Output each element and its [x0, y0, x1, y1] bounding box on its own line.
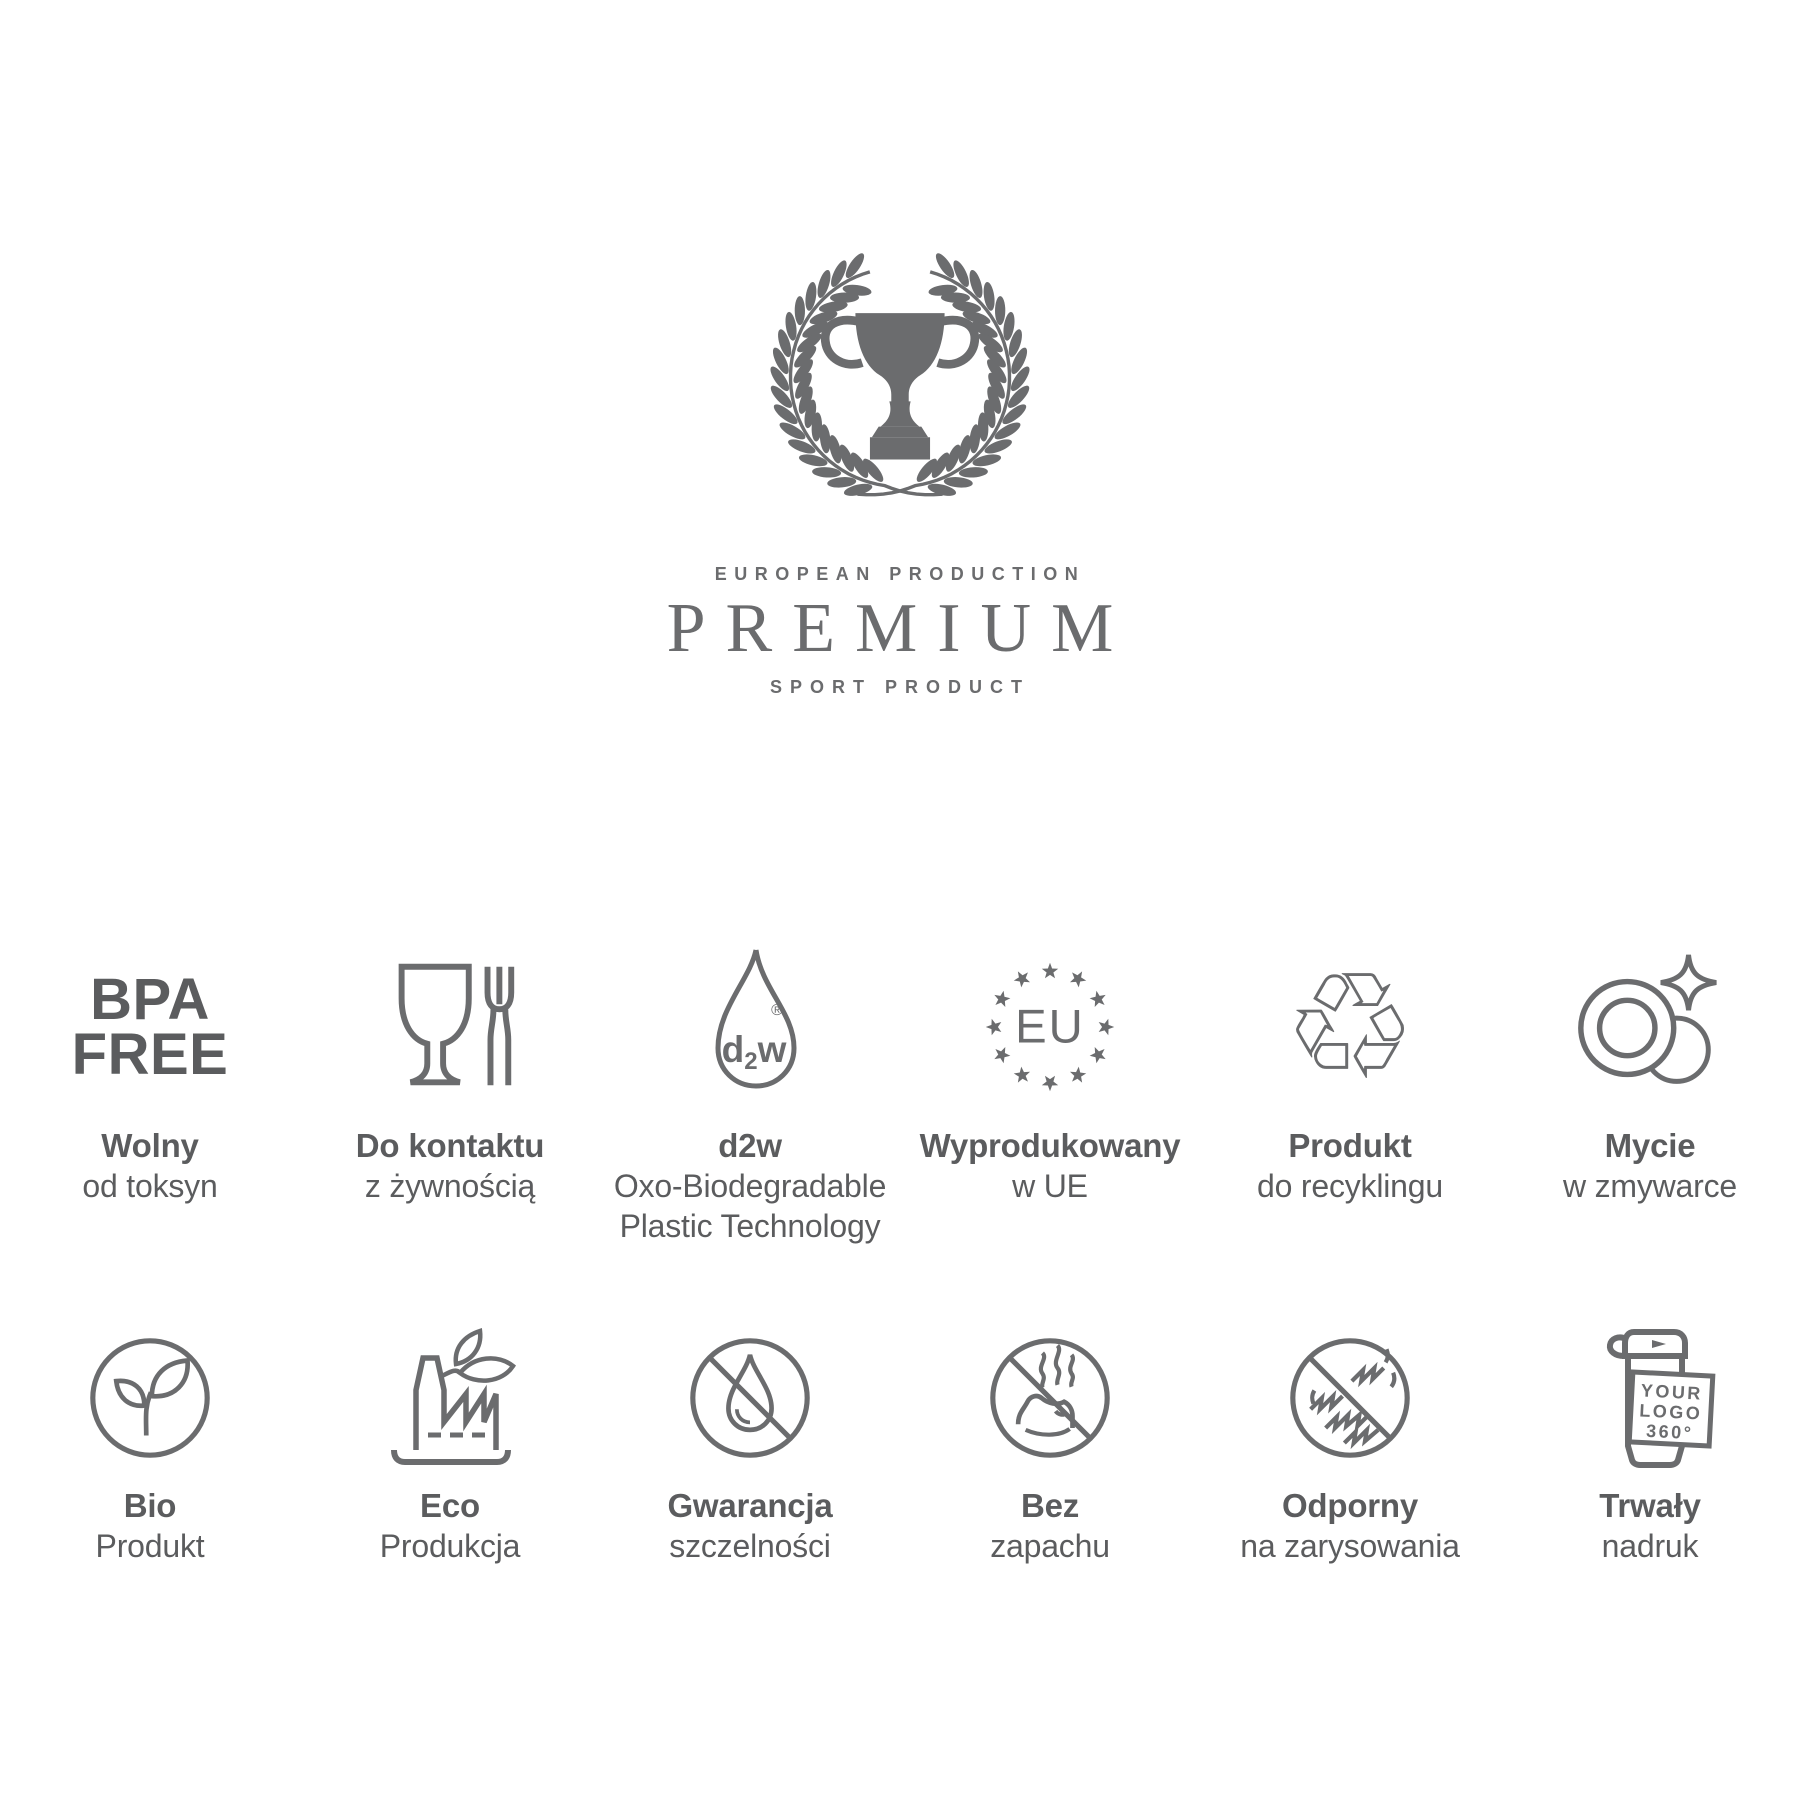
feature-dishwasher: Mycie w zmywarce [1500, 936, 1800, 1246]
eco-factory-icon [370, 1318, 530, 1478]
d2w-letter-w: w [757, 1029, 787, 1070]
feature-bpa-free: BPA FREE Wolny od toksyn [0, 936, 300, 1246]
recycling-icon: ♲ [1283, 941, 1417, 1113]
feature-recyclable: ♲ Produkt do recyklingu [1257, 941, 1443, 1204]
durable-print-bottle-icon [1570, 1318, 1730, 1478]
bottle-label-your: YOUR [1640, 1380, 1704, 1404]
bottle-label-logo: LOGO [1638, 1400, 1703, 1424]
bpa-free-text [72, 936, 229, 1118]
feature-made-in-eu: EU Wyprodukowany w UE [900, 936, 1200, 1246]
bio-leaf-circle-icon [75, 1323, 225, 1473]
trophy-icon [825, 313, 975, 459]
no-leak-droplet-icon [675, 1323, 825, 1473]
bpa-line1: BPA [90, 966, 210, 1032]
bpa-line2: FREE [71, 1022, 229, 1087]
premium-logo [0, 222, 1800, 698]
logo-title: PREMIUM [666, 590, 1134, 667]
feature-durable-print: YOUR LOGO 360° Trwały nadruk [1500, 1318, 1800, 1567]
feature-eco-production: Eco Produkcja [300, 1318, 600, 1567]
registered-mark: ® [771, 1002, 783, 1019]
feature-leakproof: Gwarancja szczelności [600, 1318, 900, 1567]
feature-label: Wolny [101, 1127, 199, 1164]
bottle-label-360: 360° [1645, 1420, 1694, 1444]
feature-row-1 [0, 936, 1800, 1246]
laurel-wreath-trophy-icon [725, 222, 1075, 540]
svg-text:d2w [722, 1029, 787, 1075]
eu-stars-icon [966, 943, 1134, 1111]
eu-text: EU [1015, 1000, 1085, 1054]
feature-scratch-resistant: Odporny na zarysowania [1200, 1318, 1500, 1567]
feature-d2w: d2w ® d2w Oxo-Biodegradable Plastic Technology [600, 936, 900, 1246]
logo-top-line: EUROPEAN PRODUCTION [714, 564, 1086, 584]
d2w-droplet-icon [680, 947, 820, 1107]
d2w-letter-d: d [721, 1029, 745, 1070]
dishwasher-safe-icon [1566, 950, 1734, 1105]
scratch-resistant-icon [1275, 1323, 1425, 1473]
food-safe-glass-fork-icon [371, 952, 529, 1102]
feature-no-odor: Bez zapachu [900, 1318, 1200, 1567]
d2w-digit: 2 [744, 1048, 758, 1075]
feature-food-safe: Do kontaktu z żywnością [300, 936, 600, 1246]
logo-bottom-line: SPORT PRODUCT [769, 677, 1030, 697]
feature-bio: Bio Produkt [0, 1318, 300, 1567]
sparkle-icon [1661, 954, 1716, 1009]
feature-row-2 [0, 1318, 1800, 1567]
no-odor-icon [975, 1323, 1125, 1473]
